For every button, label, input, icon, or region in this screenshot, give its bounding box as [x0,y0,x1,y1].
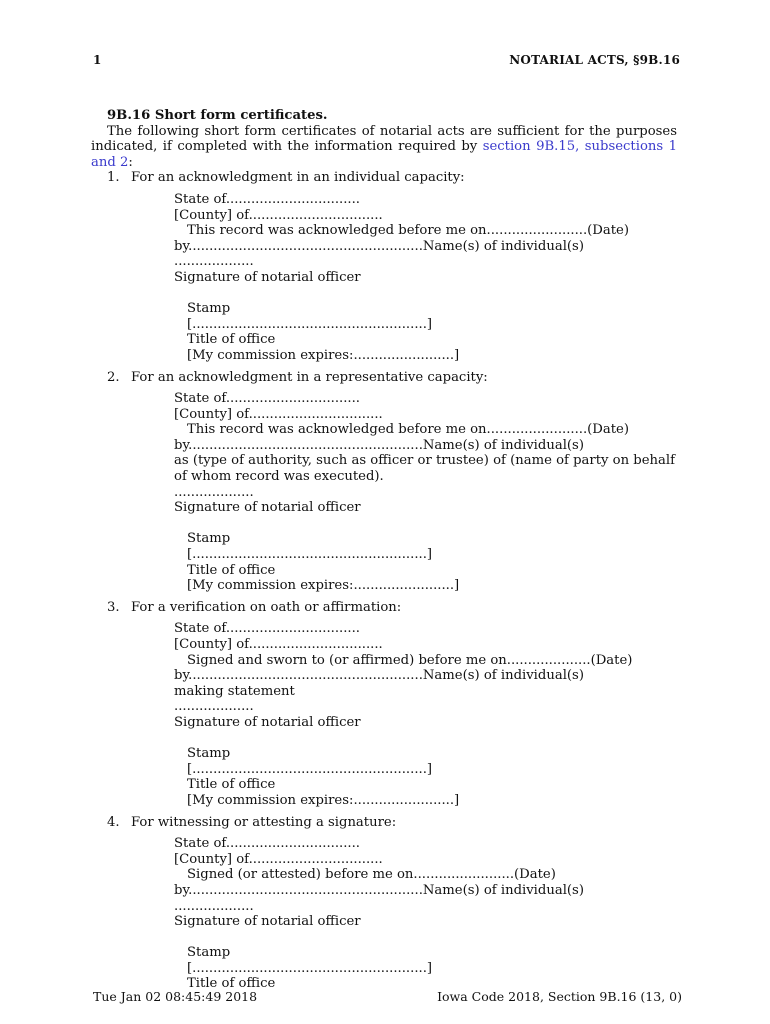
item-number: 3. [107,599,120,615]
certificate-form [174,385,677,600]
county-line: [County] of................................ [174,207,383,223]
individual-line: by........................................................Name(s) of individual(s) [174,668,584,684]
individual-line: by........................................................Name(s) of individual(s) [174,238,584,254]
commission-expires: [My commission expires:........................] [187,792,460,808]
county-line: [County] of................................ [174,851,383,867]
individual-line: by........................................................Name(s) of individual(s) [174,437,584,453]
section-content [91,108,677,998]
stamp-line: [........................................................] [187,960,433,976]
item-number: 4. [107,814,120,830]
title-of-office: Title of office [187,976,276,992]
title-of-office: Title of office [187,562,276,578]
stamp-label: Stamp [187,746,231,762]
page-number: 1 [93,53,102,67]
certificate-list [107,170,677,998]
stamp-line: [........................................................] [187,316,433,332]
section-link[interactable]: section 9B.15, subsections 1 and 2 [91,139,677,170]
stamp-label: Stamp [187,945,231,961]
certificate-item [107,370,677,386]
state-line: State of................................ [174,836,360,852]
item-number: 2. [107,369,120,385]
signature-dots: ................... [174,699,254,715]
signature-dots: ................... [174,898,254,914]
intro-paragraph [91,124,677,171]
state-line: State of................................ [174,191,360,207]
county-line: [County] of................................ [174,406,383,422]
commission-expires: [My commission expires:........................] [187,578,460,594]
certificate-form [174,186,677,370]
acknowledgment-line: This record was acknowledged before me on........................(Date) [187,422,629,438]
item-number: 1. [107,170,120,186]
stamp-label: Stamp [187,301,231,317]
signature-dots: ................... [174,484,254,500]
signature-label: Signature of notarial officer [174,269,361,285]
state-line: State of................................ [174,391,360,407]
signature-label: Signature of notarial officer [174,914,361,930]
county-line: [County] of................................ [174,637,383,652]
acknowledgment-line: Signed (or attested) before me on........................(Date) [187,867,556,883]
footer-timestamp: Tue Jan 02 08:45:49 2018 [93,989,258,1004]
running-title: NOTARIAL ACTS, §9B.16 [509,53,680,67]
certificate-item [107,600,677,616]
section-title: 9B.16 Short form certificates. [107,108,328,123]
certificate-item [107,815,677,831]
acknowledgment-line: Signed and sworn to (or affirmed) before me on....................(Date) [187,652,633,668]
acknowledgment-line: This record was acknowledged before me on........................(Date) [187,223,629,239]
title-of-office: Title of office [187,332,276,348]
state-line: State of................................ [174,621,360,637]
intro-tail: : [128,154,133,170]
item-heading: For witnessing or attesting a signature: [131,814,397,830]
stamp-line: [........................................................] [187,761,433,777]
authority-line: making statement [174,683,295,699]
commission-expires: [My commission expires:........................] [187,347,460,363]
individual-line: by........................................................Name(s) of individual(s) [174,882,584,898]
certificate-form [174,830,677,998]
certificate-form [174,615,677,814]
stamp-line: [........................................................] [187,547,433,563]
footer-citation: Iowa Code 2018, Section 9B.16 (13, 0) [437,989,682,1004]
intro-text: The following short form certificates of notarial acts are sufficient for the purposes indicated, if completed with the information required by [91,123,677,155]
item-heading: For a verification on oath or affirmation: [131,599,402,615]
signature-dots: ................... [174,254,254,270]
item-heading: For an acknowledgment in a representative capacity: [131,369,488,385]
stamp-label: Stamp [187,531,231,547]
signature-label: Signature of notarial officer [174,714,361,730]
signature-label: Signature of notarial officer [174,500,361,516]
certificate-item [107,170,677,186]
authority-line: as (type of authority, such as officer or trustee) of (name of party on behalf of whom record was executed). [174,453,675,485]
item-heading: For an acknowledgment in an individual capacity: [131,170,465,186]
title-of-office: Title of office [187,777,276,793]
